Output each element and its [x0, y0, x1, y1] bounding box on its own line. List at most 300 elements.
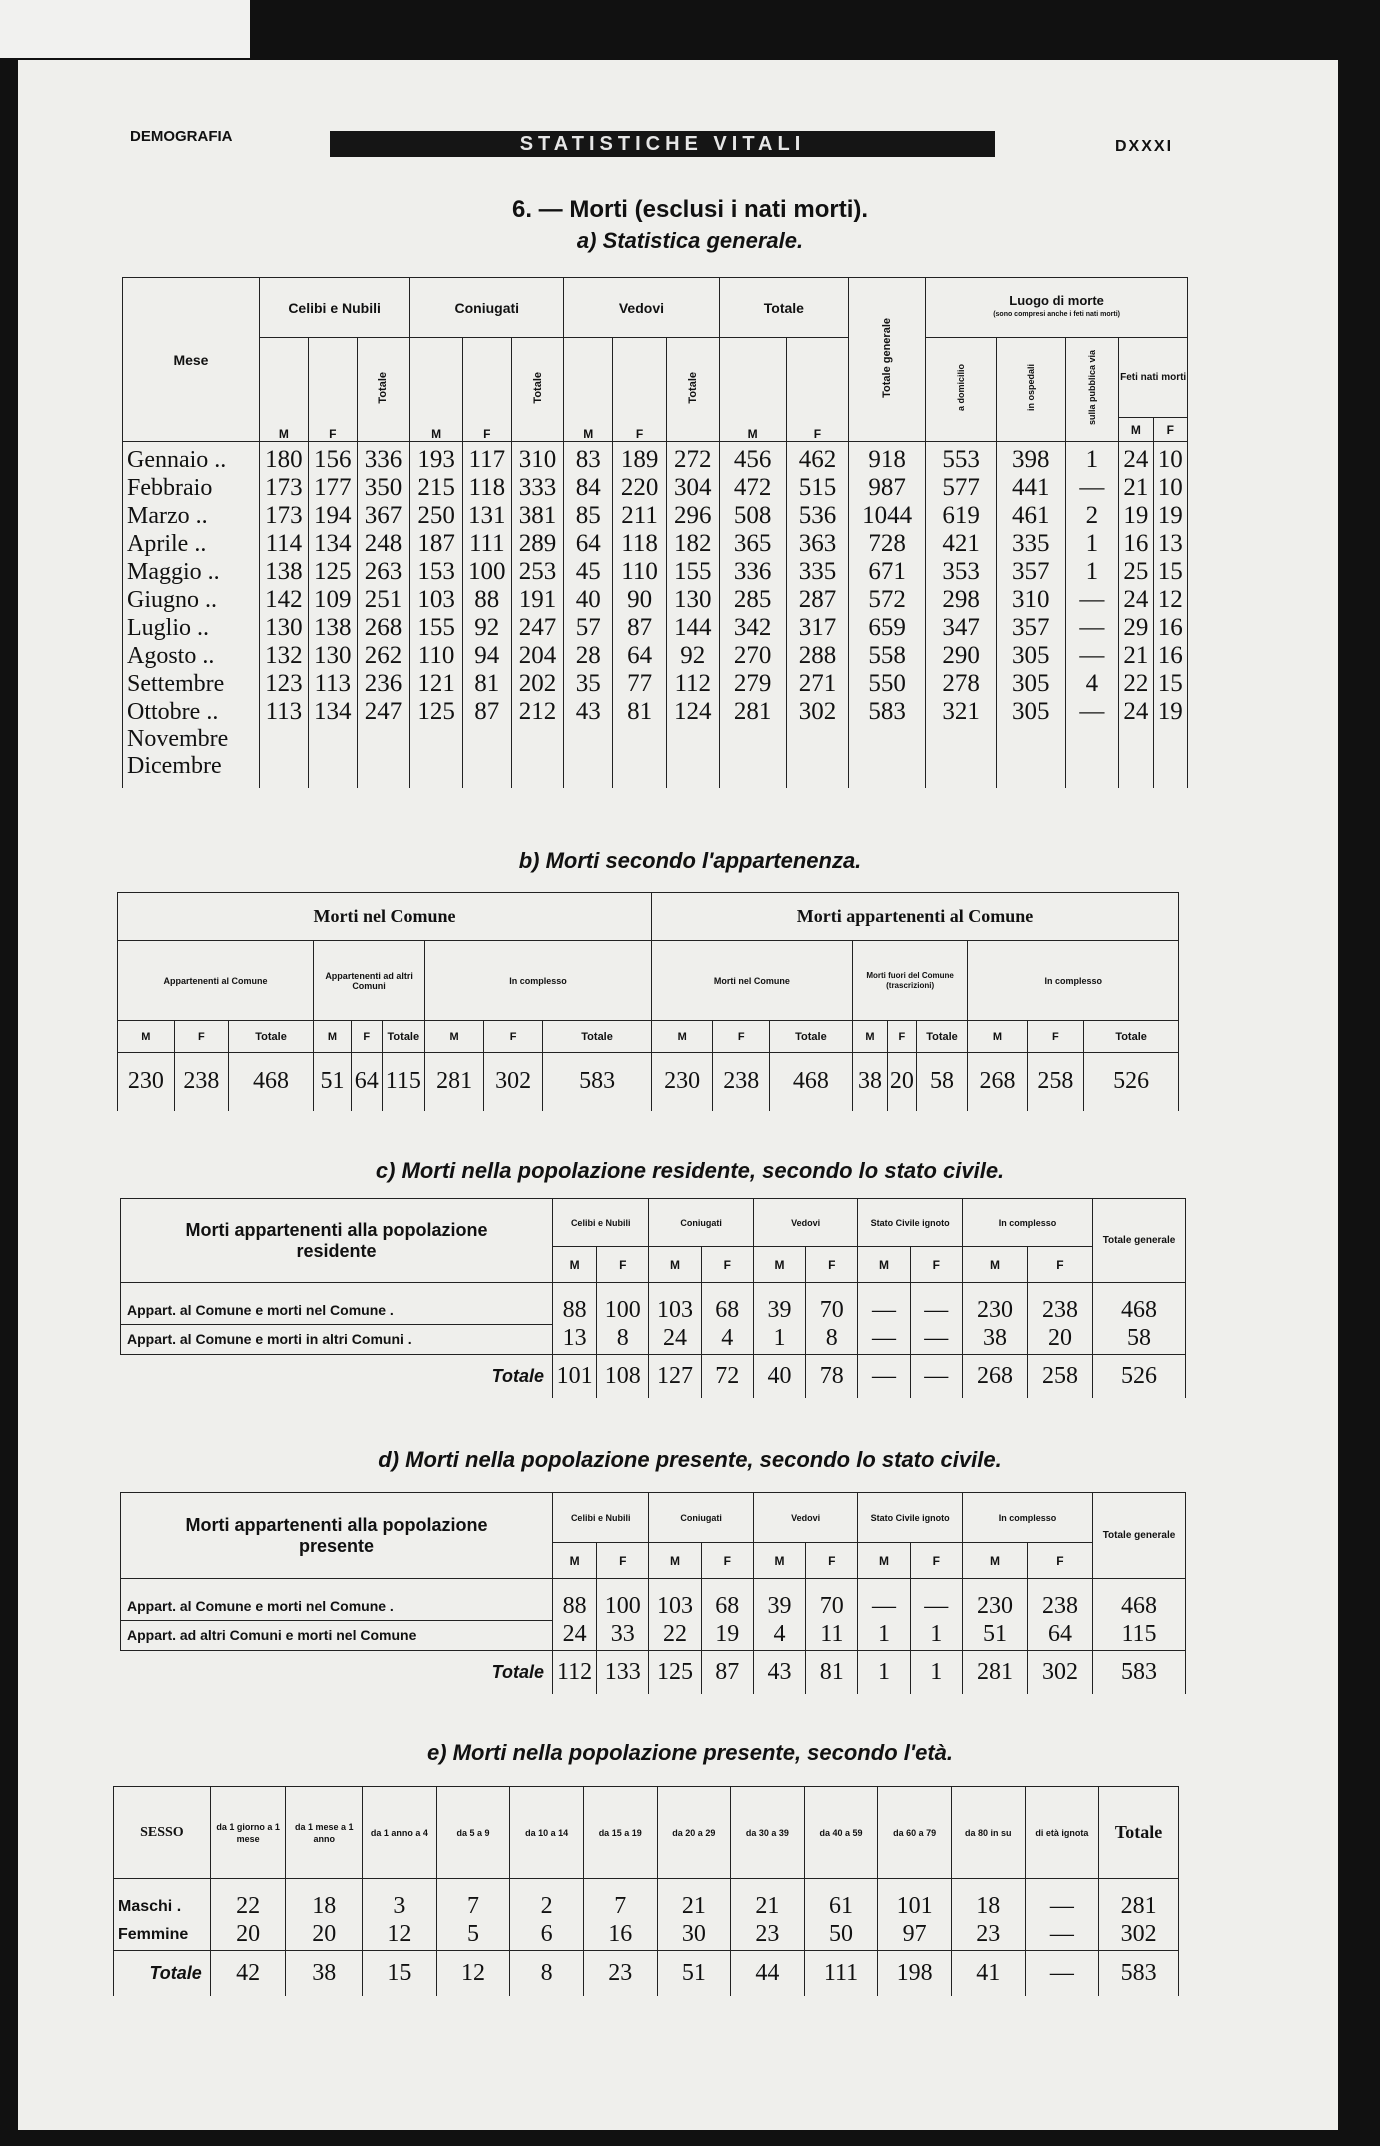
table-cell: 94: [462, 642, 511, 670]
table-cell: 296: [666, 502, 719, 530]
table-cell: 134: [308, 698, 357, 726]
table-cell: 1: [1065, 442, 1119, 475]
hdr-t: Totale: [543, 1021, 652, 1053]
table-cell: 290: [926, 642, 997, 670]
table-cell: 268: [357, 614, 410, 642]
hdr-m: M: [649, 1543, 701, 1579]
table-cell: 38: [852, 1053, 887, 1111]
table-cell: 64: [613, 642, 667, 670]
col-celibi: Celibi e Nubili: [553, 1199, 649, 1247]
table-cell: 117: [462, 442, 511, 475]
table-cell: 109: [308, 586, 357, 614]
table-cell: 262: [357, 642, 410, 670]
hdr-m: M: [753, 1247, 805, 1283]
table-cell: 619: [926, 502, 997, 530]
hdr-t: Totale: [770, 1021, 853, 1053]
col-coniugati: Coniugati: [649, 1199, 754, 1247]
col-vedovi: Vedovi: [753, 1199, 858, 1247]
total-cell: 268: [962, 1354, 1027, 1398]
table-cell: 88: [553, 1579, 597, 1621]
spacer-cell: [926, 780, 997, 788]
table-cell: 22: [210, 1879, 286, 1921]
table-cell: 90: [613, 586, 667, 614]
table-cell: 18: [286, 1879, 363, 1921]
spacer-cell: [1153, 780, 1187, 788]
hdr-m: M: [858, 1543, 910, 1579]
table-cell: 22: [1119, 670, 1153, 698]
table-cell: 130: [308, 642, 357, 670]
table-cell: 177: [308, 474, 357, 502]
total-cell: 81: [806, 1650, 858, 1694]
col-complesso: In complesso: [962, 1493, 1092, 1543]
table-cell: 18: [951, 1879, 1025, 1921]
hdr-m: M: [564, 338, 613, 442]
col-totale-generale: Totale generale: [1093, 1493, 1186, 1579]
table-cell: [926, 726, 997, 753]
morti-appartenenti: Morti appartenenti al Comune: [651, 893, 1178, 941]
table-cell: 24: [1119, 698, 1153, 726]
hdr-t: Totale: [1084, 1021, 1179, 1053]
table-cell: 287: [786, 586, 848, 614]
col-age-group: da 1 anno a 4: [363, 1787, 437, 1879]
table-cell: [357, 726, 410, 753]
table-row: [114, 1920, 1179, 1950]
table-cell: [462, 726, 511, 753]
total-cell: 133: [597, 1650, 649, 1694]
hdr-totale: Totale: [666, 338, 719, 442]
table-cell: 112: [666, 670, 719, 698]
total-cell: 1: [858, 1650, 910, 1694]
table-cell: 173: [259, 474, 308, 502]
table-cell: 468: [229, 1053, 314, 1111]
table-cell: 526: [1084, 1053, 1179, 1111]
table-cell: 103: [649, 1283, 701, 1325]
total-cell: 15: [363, 1950, 437, 1996]
spacer-cell: [357, 780, 410, 788]
hdr-m: M: [118, 1021, 175, 1053]
table-cell: 130: [666, 586, 719, 614]
spacer-cell: [997, 780, 1065, 788]
table-cell: 247: [357, 698, 410, 726]
table-cell: 142: [259, 586, 308, 614]
table-cell: 24: [553, 1620, 597, 1650]
total-cell: 125: [649, 1650, 701, 1694]
table-cell: 398: [997, 442, 1065, 475]
table-row: [123, 530, 1188, 558]
row-label: Femmine: [114, 1920, 211, 1950]
spacer-cell: [123, 780, 260, 788]
hdr-totale: Totale: [511, 338, 564, 442]
table-cell: 278: [926, 670, 997, 698]
table-cell: —: [910, 1283, 962, 1325]
table-row-total: [114, 1950, 1179, 1996]
morti-nel-comune: Morti nel Comune: [118, 893, 652, 941]
total-cell: 72: [701, 1354, 753, 1398]
table-cell: 173: [259, 502, 308, 530]
table-cell: 156: [308, 442, 357, 475]
hdr-f: F: [597, 1247, 649, 1283]
table-cell: 215: [410, 474, 463, 502]
row-label: Appart. ad altri Comuni e morti nel Comune: [121, 1620, 553, 1650]
table-cell: —: [910, 1579, 962, 1621]
table-row: [121, 1579, 1186, 1621]
section-b-title: b) Morti secondo l'appartenenza.: [518, 848, 862, 873]
header-section: DEMOGRAFIA: [130, 128, 233, 145]
table-statistica-generale: [122, 277, 1188, 788]
table-cell: 461: [997, 502, 1065, 530]
table-cell: 23: [951, 1920, 1025, 1950]
table-cell: 220: [613, 474, 667, 502]
table-cell: 11: [806, 1620, 858, 1650]
table-cell: 317: [786, 614, 848, 642]
table-cell: [511, 753, 564, 780]
hdr-f: F: [786, 338, 848, 442]
col-sesso: SESSO: [114, 1787, 211, 1879]
row-label: Appart. al Comune e morti nel Comune .: [121, 1579, 553, 1621]
table-cell: 363: [786, 530, 848, 558]
hdr-f: F: [910, 1543, 962, 1579]
table-cell: [1119, 753, 1153, 780]
total-cell: 583: [1099, 1950, 1179, 1996]
col-age-group: da 10 a 14: [510, 1787, 584, 1879]
hdr-m: M: [719, 338, 786, 442]
table-cell: 268: [968, 1053, 1027, 1111]
total-cell: 302: [1027, 1650, 1092, 1694]
table-e-head: [114, 1787, 1179, 1879]
table-cell: 2: [510, 1879, 584, 1921]
sub-altri-comuni: Appartenenti ad altri Comuni: [314, 941, 425, 1021]
table-cell: 110: [410, 642, 463, 670]
table-cell: 918: [849, 442, 926, 475]
table-cell: [719, 726, 786, 753]
table-cell: 58: [916, 1053, 968, 1111]
table-cell: [719, 753, 786, 780]
table-cell: 236: [357, 670, 410, 698]
hdr-f: F: [1027, 1543, 1092, 1579]
table-cell: 238: [1027, 1283, 1092, 1325]
month-label: Gennaio ..: [123, 442, 260, 475]
table-row: [121, 1283, 1186, 1325]
total-cell: 198: [878, 1950, 952, 1996]
table-cell: 336: [719, 558, 786, 586]
table-cell: 132: [259, 642, 308, 670]
table-row-spacer: [123, 780, 1188, 788]
table-cell: 92: [462, 614, 511, 642]
total-cell: —: [910, 1354, 962, 1398]
table-cell: 508: [719, 502, 786, 530]
table-cell: 5: [436, 1920, 510, 1950]
total-cell: 127: [649, 1354, 701, 1398]
sub-appartenenti-comune: Appartenenti al Comune: [118, 941, 314, 1021]
table-eta: [113, 1786, 1179, 1996]
table-cell: 583: [543, 1053, 652, 1111]
hdr-feti: Feti nati morti: [1119, 338, 1188, 418]
table-cell: 577: [926, 474, 997, 502]
total-cell: 112: [553, 1650, 597, 1694]
hdr-f: F: [484, 1021, 543, 1053]
table-row: [121, 1324, 1186, 1354]
spacer-cell: [849, 780, 926, 788]
table-cell: 38: [962, 1324, 1027, 1354]
total-cell: 40: [753, 1354, 805, 1398]
table-cell: 536: [786, 502, 848, 530]
table-cell: 336: [357, 442, 410, 475]
table-d-body: [121, 1579, 1186, 1695]
table-cell: [259, 753, 308, 780]
table-residente: [120, 1198, 1186, 1398]
month-label: Agosto ..: [123, 642, 260, 670]
table-cell: 462: [786, 442, 848, 475]
table-cell: 321: [926, 698, 997, 726]
table-cell: 70: [806, 1579, 858, 1621]
col-totale: Totale: [1099, 1787, 1179, 1879]
total-cell: 12: [436, 1950, 510, 1996]
table-cell: 7: [436, 1879, 510, 1921]
table-cell: —: [858, 1579, 910, 1621]
table-cell: 153: [410, 558, 463, 586]
table-cell: 281: [425, 1053, 484, 1111]
spacer-cell: [719, 780, 786, 788]
table-cell: 285: [719, 586, 786, 614]
table-cell: 113: [259, 698, 308, 726]
table-cell: 365: [719, 530, 786, 558]
table-cell: 302: [484, 1053, 543, 1111]
hdr-feti-m: M: [1119, 418, 1153, 442]
table-cell: 111: [462, 530, 511, 558]
table-cell: 468: [770, 1053, 853, 1111]
table-cell: 19: [1153, 502, 1187, 530]
table-cell: 472: [719, 474, 786, 502]
table-cell: 8: [806, 1324, 858, 1354]
col-age-group: da 1 giorno a 1 mese: [210, 1787, 286, 1879]
col-ignoto: Stato Civile ignoto: [858, 1493, 963, 1543]
table-cell: 230: [118, 1053, 175, 1111]
table-cell: 12: [1153, 586, 1187, 614]
table-cell: 61: [804, 1879, 878, 1921]
table-cell: [613, 726, 667, 753]
hdr-f: F: [713, 1021, 770, 1053]
table-cell: [462, 753, 511, 780]
table-cell: 357: [997, 558, 1065, 586]
table-cell: [997, 726, 1065, 753]
total-label: Totale: [121, 1354, 553, 1398]
table-cell: [613, 753, 667, 780]
spacer-cell: [462, 780, 511, 788]
table-cell: 87: [462, 698, 511, 726]
head-presente: Morti appartenenti alla popolazione presente: [121, 1493, 553, 1579]
month-label: Marzo ..: [123, 502, 260, 530]
total-cell: 583: [1093, 1650, 1186, 1694]
table-cell: 21: [657, 1879, 731, 1921]
table-cell: [1153, 753, 1187, 780]
table-b-subheader: [118, 1021, 1179, 1053]
row-label: Maschi .: [114, 1879, 211, 1921]
header-page-number: DXXXI: [1115, 138, 1174, 155]
table-cell: 103: [649, 1579, 701, 1621]
table-cell: 51: [962, 1620, 1027, 1650]
hdr-f: F: [1027, 1247, 1092, 1283]
spacer-cell: [1119, 780, 1153, 788]
table-cell: 131: [462, 502, 511, 530]
table-cell: 305: [997, 698, 1065, 726]
total-cell: 281: [962, 1650, 1027, 1694]
table-cell: 19: [1119, 502, 1153, 530]
table-cell: 10: [1153, 474, 1187, 502]
month-label: Settembre: [123, 670, 260, 698]
spacer-cell: [1065, 780, 1119, 788]
col-celibi: Celibi e Nubili: [259, 278, 409, 338]
table-cell: 68: [701, 1283, 753, 1325]
section-e-title: e) Morti nella popolazione presente, secondo l'età.: [427, 1740, 953, 1765]
section-d-title: d) Morti nella popolazione presente, secondo lo stato civile.: [378, 1447, 1002, 1472]
table-cell: 28: [564, 642, 613, 670]
table-c-body: [121, 1283, 1186, 1399]
table-cell: —: [1065, 474, 1119, 502]
table-cell: —: [1025, 1920, 1099, 1950]
table-cell: 211: [613, 502, 667, 530]
hdr-m: M: [753, 1543, 805, 1579]
table-cell: 15: [1153, 558, 1187, 586]
spacer-cell: [308, 780, 357, 788]
table-cell: 230: [962, 1283, 1027, 1325]
total-cell: 41: [951, 1950, 1025, 1996]
table-cell: 350: [357, 474, 410, 502]
table-cell: 100: [597, 1579, 649, 1621]
month-label: Dicembre: [123, 753, 260, 780]
month-label: Luglio ..: [123, 614, 260, 642]
table-cell: 134: [308, 530, 357, 558]
table-cell: 1: [858, 1620, 910, 1650]
table-cell: [1119, 726, 1153, 753]
table-cell: 10: [1153, 442, 1187, 475]
table-cell: 100: [462, 558, 511, 586]
hdr-ospedali: in ospedali: [997, 338, 1065, 442]
table-cell: [1153, 726, 1187, 753]
table-cell: 367: [357, 502, 410, 530]
luogo-label: Luogo di morte: [1009, 292, 1104, 308]
table-cell: 4: [701, 1324, 753, 1354]
total-cell: 23: [583, 1950, 657, 1996]
table-cell: 302: [1099, 1920, 1179, 1950]
month-label: Maggio ..: [123, 558, 260, 586]
spacer-cell: [613, 780, 667, 788]
table-cell: 204: [511, 642, 564, 670]
total-cell: 1: [910, 1650, 962, 1694]
table-cell: 115: [1093, 1620, 1186, 1650]
table-cell: [666, 726, 719, 753]
row-label: Appart. al Comune e morti in altri Comuni .: [121, 1324, 553, 1354]
table-presente: [120, 1492, 1186, 1694]
section-c-title: c) Morti nella popolazione residente, secondo lo stato civile.: [375, 1158, 1005, 1183]
table-cell: [308, 726, 357, 753]
col-totale-generale: Totale generale: [849, 278, 926, 442]
table-cell: [666, 753, 719, 780]
table-cell: 25: [1119, 558, 1153, 586]
spacer-cell: [666, 780, 719, 788]
table-cell: [564, 753, 613, 780]
table-cell: 118: [613, 530, 667, 558]
table-cell: 298: [926, 586, 997, 614]
table-cell: 4: [753, 1620, 805, 1650]
hdr-m: M: [649, 1247, 701, 1283]
spacer-cell: [511, 780, 564, 788]
table-cell: [410, 753, 463, 780]
hdr-f: F: [174, 1021, 228, 1053]
luogo-note: (sono compresi anche i feti nati morti): [993, 310, 1120, 318]
table-cell: 342: [719, 614, 786, 642]
hdr-pubblica-via: sulla pubblica via: [1065, 338, 1119, 442]
table-cell: 24: [1119, 442, 1153, 475]
table-row: [123, 442, 1188, 475]
total-cell: —: [858, 1354, 910, 1398]
total-cell: 108: [597, 1354, 649, 1398]
table-cell: 64: [351, 1053, 382, 1111]
total-label: Totale: [114, 1950, 211, 1996]
table-cell: 189: [613, 442, 667, 475]
table-cell: 88: [462, 586, 511, 614]
hdr-f: F: [1027, 1021, 1084, 1053]
table-cell: 19: [1153, 698, 1187, 726]
table-cell: 212: [511, 698, 564, 726]
table-cell: 58: [1093, 1324, 1186, 1354]
hdr-m: M: [553, 1543, 597, 1579]
table-cell: 230: [962, 1579, 1027, 1621]
table-cell: 19: [701, 1620, 753, 1650]
sub-complesso-2: In complesso: [968, 941, 1179, 1021]
hdr-m: M: [962, 1543, 1027, 1579]
table-cell: 1: [753, 1324, 805, 1354]
total-cell: 258: [1027, 1354, 1092, 1398]
total-cell: 111: [804, 1950, 878, 1996]
table-cell: [1065, 753, 1119, 780]
table-cell: 1: [1065, 558, 1119, 586]
table-cell: 85: [564, 502, 613, 530]
table-cell: 7: [583, 1879, 657, 1921]
table-cell: 728: [849, 530, 926, 558]
table-cell: 155: [666, 558, 719, 586]
total-cell: 78: [806, 1354, 858, 1398]
table-cell: [1065, 726, 1119, 753]
col-complesso: In complesso: [962, 1199, 1092, 1247]
table-cell: 253: [511, 558, 564, 586]
col-age-group: da 80 in su: [951, 1787, 1025, 1879]
table-cell: 671: [849, 558, 926, 586]
table-cell: 281: [1099, 1879, 1179, 1921]
table-row: [123, 586, 1188, 614]
total-cell: —: [1025, 1950, 1099, 1996]
table-a-body: [123, 442, 1188, 789]
page-title: 6. — Morti (esclusi i nati morti).: [511, 196, 869, 223]
table-cell: 50: [804, 1920, 878, 1950]
total-cell: 42: [210, 1950, 286, 1996]
hdr-f: F: [613, 338, 667, 442]
sub-complesso: In complesso: [425, 941, 652, 1021]
table-cell: 138: [308, 614, 357, 642]
table-cell: 16: [583, 1920, 657, 1950]
hdr-f: F: [888, 1021, 916, 1053]
hdr-f: F: [806, 1543, 858, 1579]
table-cell: 558: [849, 642, 926, 670]
table-cell: 57: [564, 614, 613, 642]
table-cell: 114: [259, 530, 308, 558]
table-cell: 335: [997, 530, 1065, 558]
table-cell: 39: [753, 1579, 805, 1621]
table-cell: 21: [1119, 642, 1153, 670]
table-cell: 305: [997, 670, 1065, 698]
table-cell: [410, 726, 463, 753]
hdr-f: F: [351, 1021, 382, 1053]
table-cell: 288: [786, 642, 848, 670]
